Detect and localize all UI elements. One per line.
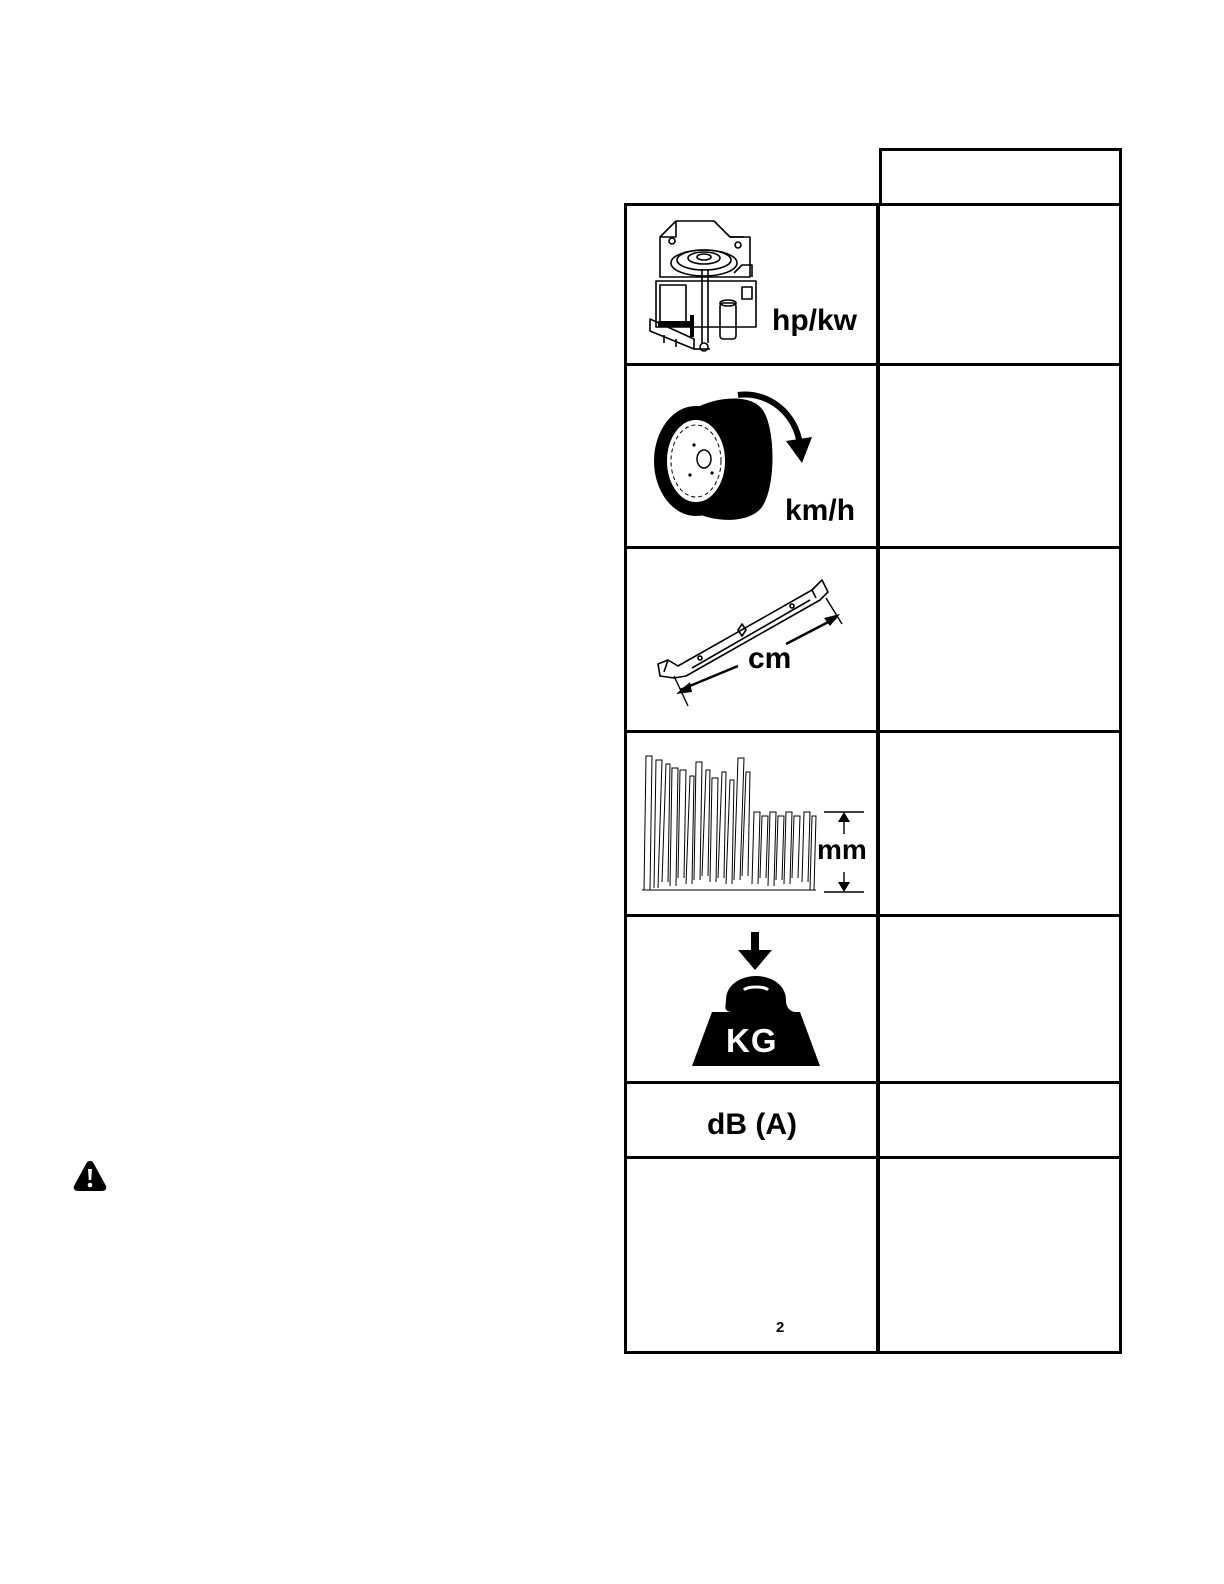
value-cell-speed xyxy=(880,366,1119,546)
value-cell-engine xyxy=(880,206,1119,363)
value-cell-weight xyxy=(880,917,1119,1081)
grass-height-icon xyxy=(640,750,870,900)
value-cell-blade xyxy=(880,549,1119,730)
value-cell-cut-height xyxy=(880,733,1119,914)
value-cell-footnote xyxy=(880,1159,1119,1351)
warning-triangle-icon xyxy=(72,1159,108,1193)
cut-height-unit-label: mm xyxy=(817,834,867,865)
weight-unit-label: KG xyxy=(726,1022,778,1059)
sound-unit-label: dB (A) xyxy=(707,1108,797,1141)
row-footnote-number: 2 xyxy=(776,1319,785,1336)
blade-unit-label: cm xyxy=(748,642,792,675)
value-cell-sound xyxy=(880,1084,1119,1156)
speed-unit-label: km/h xyxy=(785,494,856,527)
engine-unit-label: hp/kw xyxy=(772,304,858,337)
engine-icon xyxy=(646,215,768,357)
value-cell-header xyxy=(882,151,1119,203)
